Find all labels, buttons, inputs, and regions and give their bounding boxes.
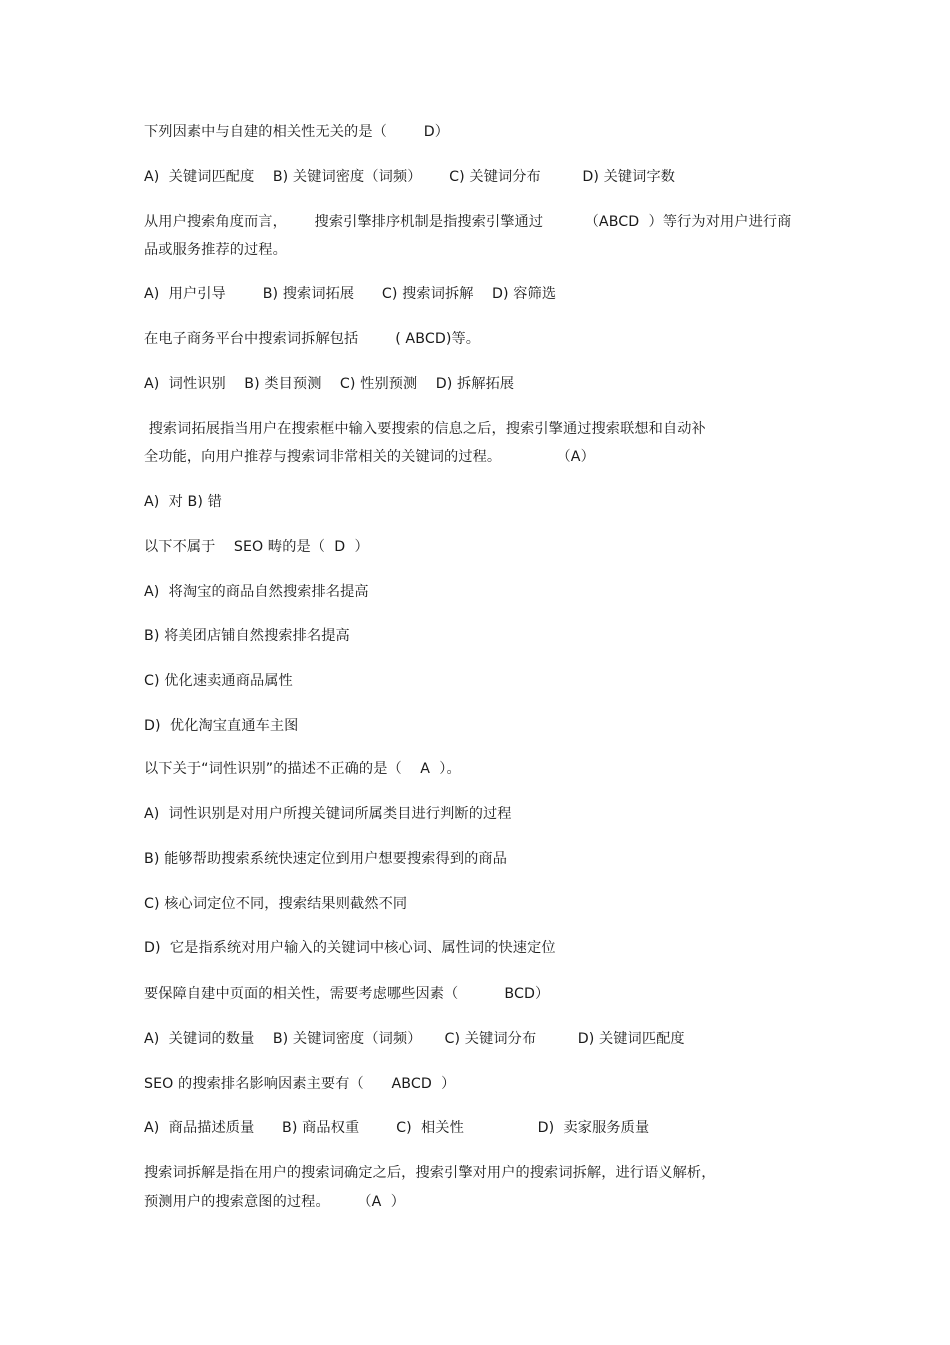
question-8-stem: SEO 的搜索排名影响因素主要有（ ABCD ） — [144, 1076, 456, 1092]
question-8-options: A) 商品描述质量 B) 商品权重 C) 相关性 D) 卖家服务质量 — [144, 1120, 650, 1136]
question-3-stem: 在电子商务平台中搜索词拆解包括 ( ABCD)等。 — [144, 331, 481, 347]
question-1-options: A) 关键词匹配度 B) 关键词密度（词频） C) 关键词分布 D) 关键词字数 — [144, 169, 676, 185]
question-5-option-d: D) 优化淘宝直通车主图 — [144, 718, 299, 734]
question-6-option-c: C) 核心词定位不同，搜索结果则截然不同 — [144, 896, 408, 912]
question-4-stem-line-1: 搜索词拓展指当用户在搜索框中输入要搜索的信息之后，搜索引擎通过搜索联想和自动补 — [144, 421, 706, 437]
question-2-stem-line-1: 从用户搜索角度而言， 搜索引擎排序机制是指搜索引擎通过 （ABCD ）等行为对用户进行商 — [144, 214, 792, 230]
question-5-option-b: B) 将美团店铺自然搜索排名提高 — [144, 628, 350, 644]
question-4-options: A) 对 B) 错 — [144, 494, 222, 510]
question-5-option-a: A) 将淘宝的商品自然搜索排名提高 — [144, 584, 369, 600]
question-7-stem: 要保障自建中页面的相关性，需要考虑哪些因素（ BCD） — [144, 986, 550, 1002]
question-5-stem: 以下不属于 SEO 畴的是（ D ） — [144, 539, 369, 555]
question-2-stem-line-2: 品或服务推荐的过程。 — [144, 242, 287, 258]
question-7-options: A) 关键词的数量 B) 关键词密度（词频） C) 关键词分布 D) 关键词匹配度 — [144, 1031, 685, 1047]
question-6-option-a: A) 词性识别是对用户所搜关键词所属类目进行判断的过程 — [144, 806, 512, 822]
question-9-stem-line-1: 搜索词拆解是指在用户的搜索词确定之后，搜索引擎对用户的搜索词拆解，进行语义解析， — [144, 1165, 716, 1181]
question-2-options: A) 用户引导 B) 搜索词拓展 C) 搜索词拆解 D) 容筛选 — [144, 286, 557, 302]
question-6-option-b: B) 能够帮助搜索系统快速定位到用户想要搜索得到的商品 — [144, 851, 507, 867]
question-6-stem: 以下关于“词性识别”的描述不正确的是（ A ）。 — [144, 761, 461, 777]
question-4-stem-line-2: 全功能，向用户推荐与搜索词非常相关的关键词的过程。 （A） — [144, 449, 595, 465]
question-9-stem-line-2: 预测用户的搜索意图的过程。 （A ） — [144, 1194, 405, 1210]
question-3-options: A) 词性识别 B) 类目预测 C) 性别预测 D) 拆解拓展 — [144, 376, 515, 392]
question-5-option-c: C) 优化速卖通商品属性 — [144, 673, 293, 689]
question-6-option-d: D) 它是指系统对用户输入的关键词中核心词、属性词的快速定位 — [144, 940, 556, 956]
question-1-stem: 下列因素中与自建的相关性无关的是（ D） — [144, 124, 450, 140]
